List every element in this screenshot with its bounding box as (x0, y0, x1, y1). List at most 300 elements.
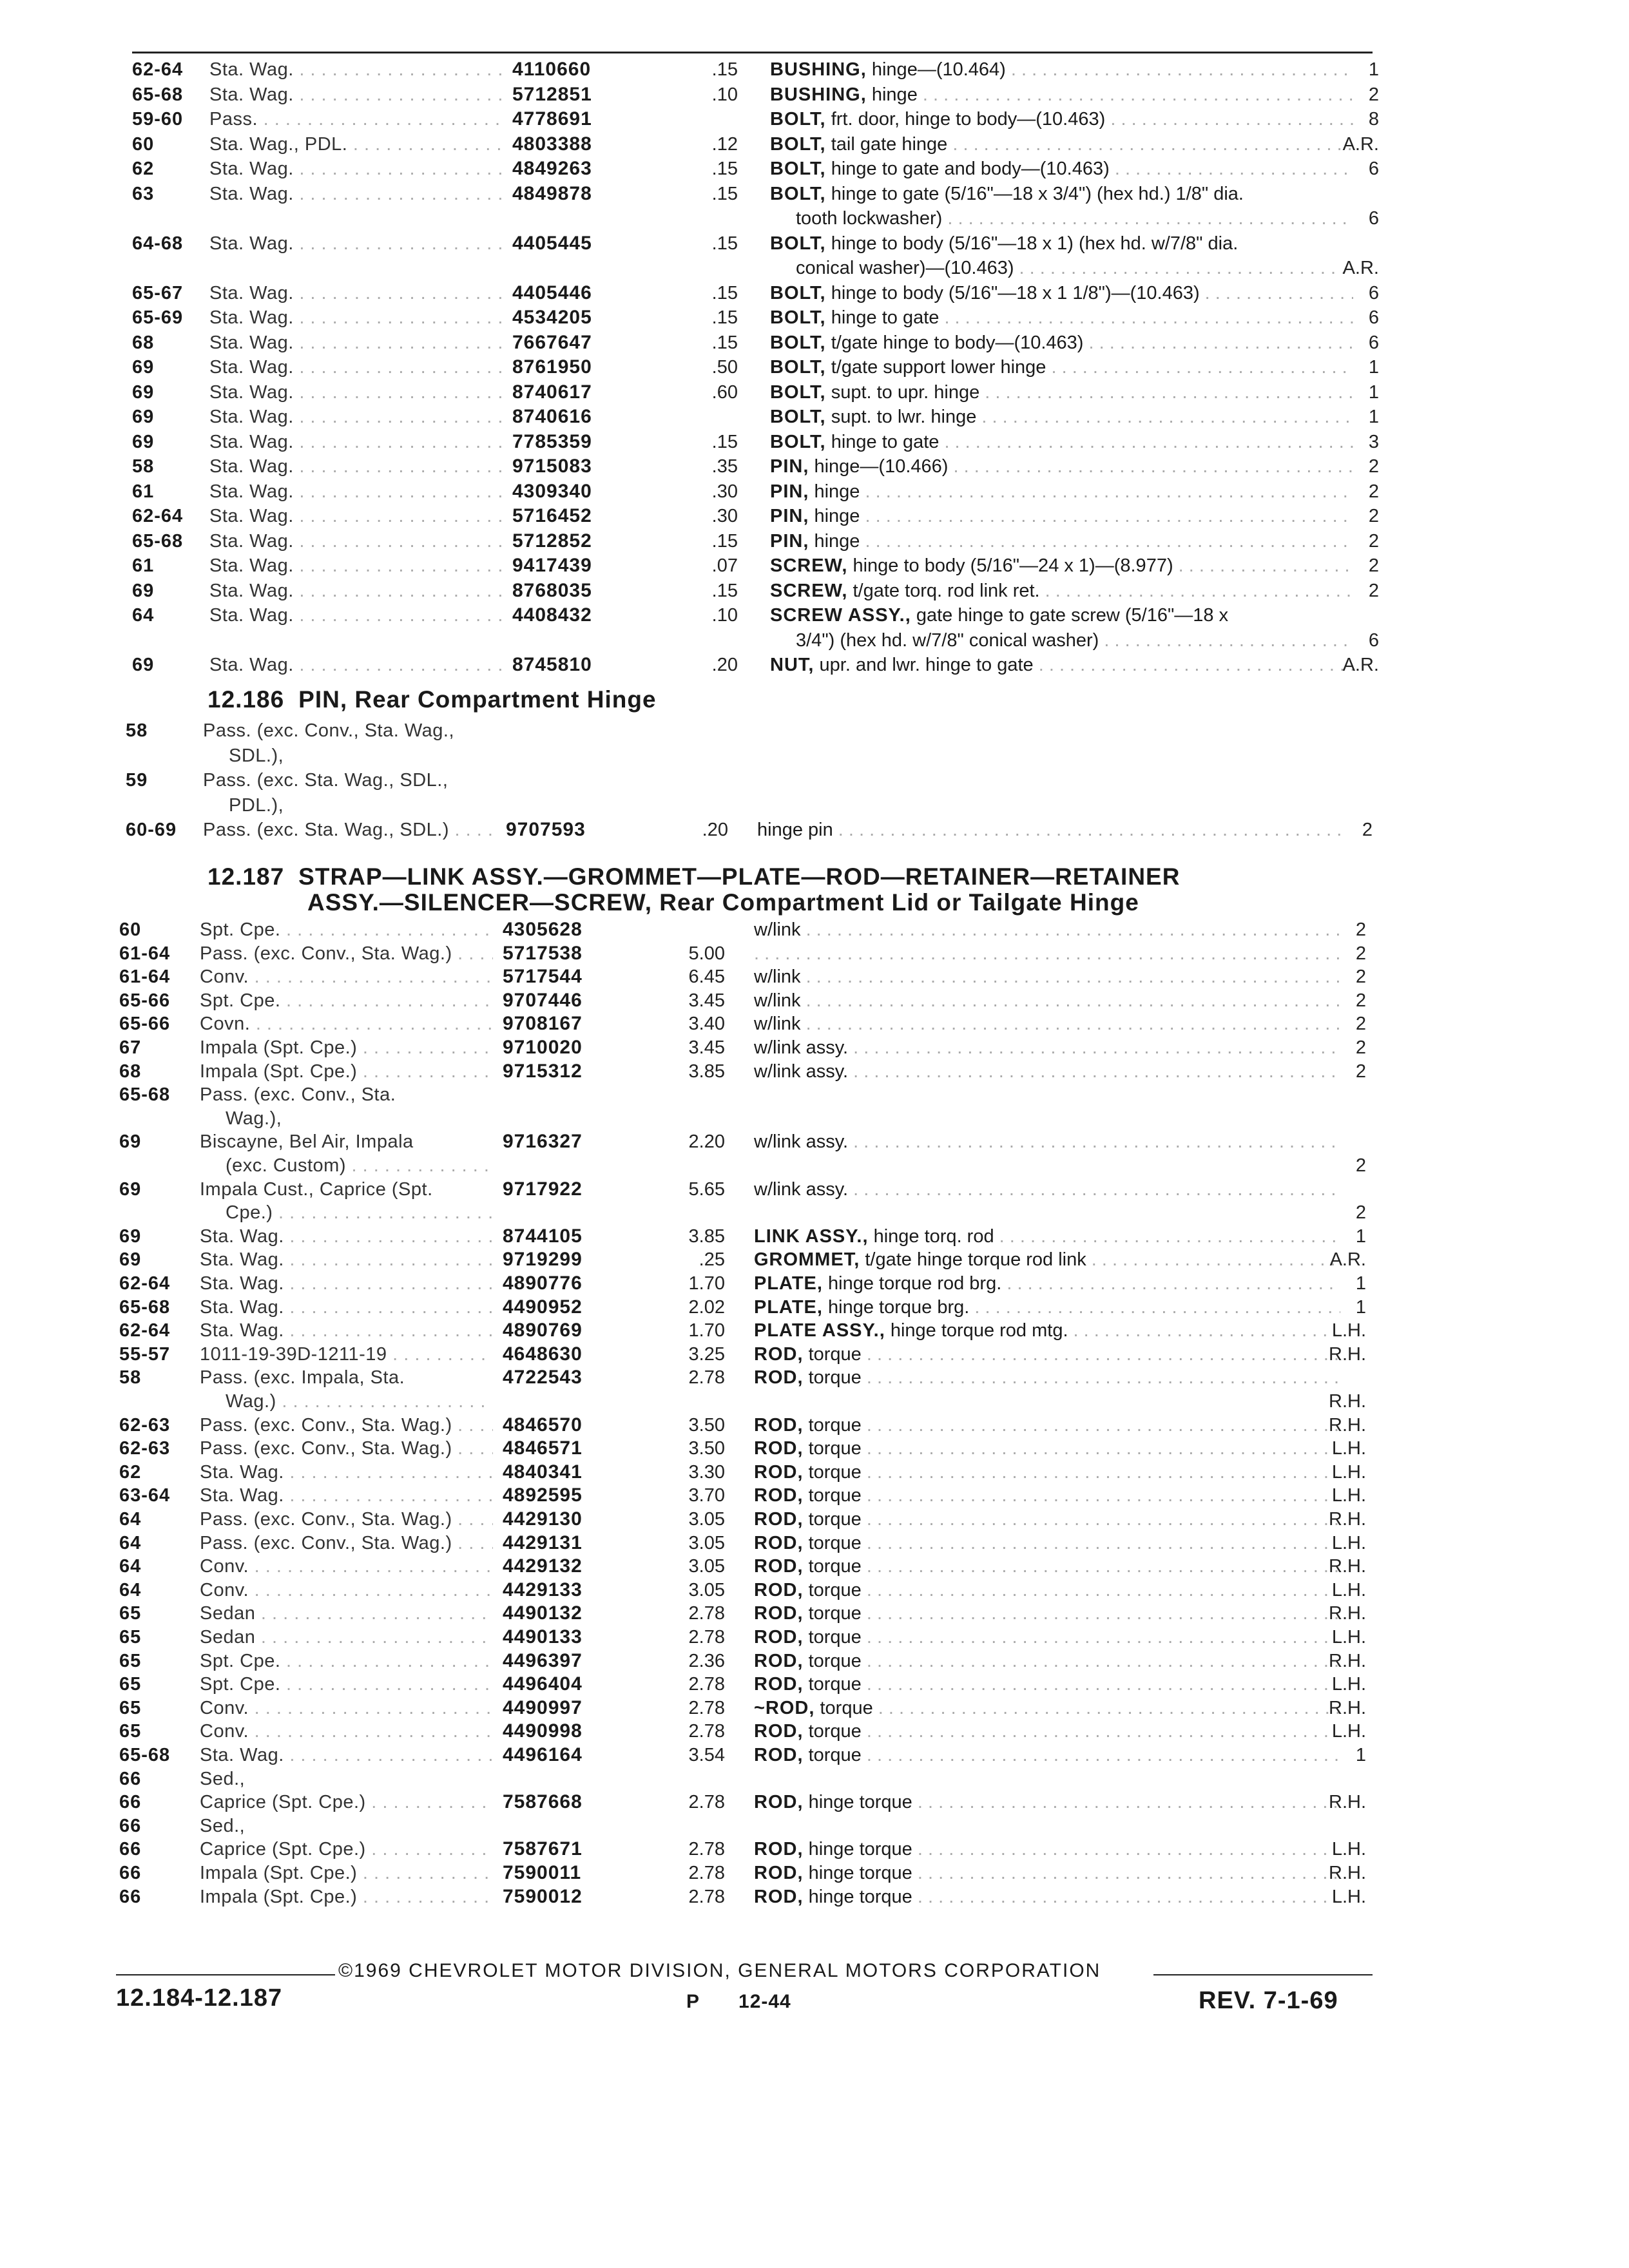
part-description: hinge (814, 530, 860, 552)
list-price: 2.78 (688, 1721, 725, 1742)
table-row (0, 282, 1629, 307)
model: Impala (Spt. Cpe.) . . . (200, 1861, 493, 1885)
page-num: 12-44 (738, 1991, 791, 2012)
part-name: ~ROD, (754, 1697, 815, 1718)
table-row (0, 157, 1629, 183)
model: Sta. Wag. . . . (209, 480, 503, 503)
part-description: hinge torque (808, 1863, 912, 1883)
table-row (0, 1248, 1629, 1274)
model-year: 65 (119, 1627, 142, 1648)
part-description: torque (808, 1509, 862, 1530)
model: Sta. Wag. . . . (209, 405, 503, 428)
description-continued: conical washer)—(10.463) . . . (796, 256, 1353, 280)
quantity: A.R. (1342, 258, 1379, 278)
description (754, 1555, 1340, 1578)
part-name: SCREW, (770, 580, 848, 601)
model-year: 65-68 (119, 1084, 171, 1106)
quantity: L.H. (1331, 1532, 1366, 1553)
part-number: 9717922 (503, 1178, 583, 1200)
part-number: 5717538 (503, 942, 583, 964)
model-year: 65 (119, 1650, 142, 1671)
section-number: 12.186 (207, 686, 285, 713)
part-number: 4429133 (503, 1579, 583, 1600)
quantity: R.H. (1329, 1343, 1366, 1365)
quantity: 2 (1355, 1037, 1366, 1058)
part-description: torque (808, 1627, 862, 1648)
part-number: 7587671 (503, 1838, 583, 1860)
description (754, 1366, 1340, 1389)
table-row (0, 604, 1629, 629)
model: Sta. Wag. . . . (209, 505, 503, 528)
description (754, 1532, 1340, 1555)
model: Sta. Wag. . . . (209, 83, 503, 106)
part-name: SCREW ASSY., (770, 605, 911, 626)
quantity: L.H. (1331, 1485, 1366, 1506)
quantity: 6 (1368, 159, 1379, 179)
section-range: 12.184-12.187 (116, 1984, 283, 2012)
part-description: w/link assy. (754, 1131, 849, 1153)
part-description: torque (808, 1532, 862, 1553)
part-description: hinge to gate (831, 431, 940, 452)
model-year: 58 (132, 456, 155, 477)
description (754, 1130, 1340, 1153)
model: Sta. Wag. . . . (209, 182, 503, 206)
table-row (0, 83, 1629, 109)
model: Pass. (exc. Impala, Sta. (200, 1367, 405, 1389)
model: Pass. (exc. Conv., Sta. Wag.) . . . (200, 1437, 493, 1460)
part-name: ROD, (754, 1603, 804, 1624)
table-row (0, 1461, 1629, 1486)
part-number: 4840341 (503, 1461, 583, 1483)
list-price: 5.65 (688, 1178, 725, 1200)
description (754, 1579, 1340, 1602)
part-description: w/link (754, 919, 801, 940)
part-name: ROD, (754, 1674, 804, 1695)
list-price: 3.54 (688, 1745, 725, 1765)
model: Spt. Cpe. . . . (200, 989, 493, 1012)
description (770, 381, 1353, 404)
quantity: 1 (1355, 1225, 1366, 1247)
table-row (0, 1673, 1629, 1698)
description (770, 133, 1353, 156)
table-row (0, 1319, 1629, 1345)
table-row (0, 1178, 1629, 1204)
part-description: torque (808, 1367, 862, 1389)
part-number: 9708167 (503, 1013, 583, 1035)
model-year: 69 (132, 381, 155, 403)
section-heading-12-187 (207, 863, 1180, 890)
quantity: L.H. (1331, 1674, 1366, 1695)
model-year: 58 (126, 720, 148, 741)
model: Sta. Wag. . . . (200, 1319, 493, 1342)
description (770, 455, 1353, 478)
quantity: R.H. (1329, 1792, 1366, 1813)
model-year: 65 (119, 1721, 142, 1742)
part-number: 4846570 (503, 1414, 583, 1436)
part-name: PLATE ASSY., (754, 1320, 885, 1341)
part-number: 5712851 (512, 83, 592, 105)
part-description: w/link (754, 990, 801, 1011)
part-description: hinge torque rod brg. (828, 1273, 1002, 1294)
model: Conv. . . . (200, 965, 493, 988)
top-rule (132, 52, 1373, 53)
model-year: 65-68 (119, 1745, 171, 1765)
list-price: 3.70 (688, 1485, 725, 1506)
table-row (0, 430, 1629, 456)
model-year: 68 (132, 332, 155, 353)
model-year: 66 (119, 1863, 142, 1883)
description (754, 1414, 1340, 1437)
model-year: 69 (119, 1225, 142, 1247)
quantity: 2 (1362, 820, 1373, 840)
description (770, 530, 1353, 553)
table-row (0, 1602, 1629, 1628)
part-number: 4490997 (503, 1696, 583, 1718)
part-name: SCREW, (770, 555, 848, 576)
part-number: 4429131 (503, 1532, 583, 1553)
quantity: 2 (1355, 1155, 1366, 1176)
part-number: 4778691 (512, 108, 592, 130)
part-name: BOLT, (770, 183, 826, 204)
model: Biscayne, Bel Air, Impala (200, 1131, 414, 1153)
part-description: hinge torque rod mtg. (890, 1320, 1068, 1341)
model-year: 65-68 (132, 530, 184, 552)
part-name: PLATE, (754, 1273, 823, 1294)
model: Sed., (200, 1768, 246, 1789)
table-row (0, 306, 1629, 332)
model: Sta. Wag. . . . (209, 356, 503, 379)
description (770, 356, 1353, 379)
list-price: .20 (702, 820, 728, 840)
model-year: 69 (119, 1178, 142, 1200)
quantity: R.H. (1329, 1509, 1366, 1530)
model-continued: (exc. Custom) . . . (226, 1154, 493, 1177)
model: Pass. (exc. Conv., Sta. Wag., (203, 720, 455, 741)
description (770, 480, 1353, 503)
quantity: 1 (1368, 59, 1379, 80)
quantity: R.H. (1329, 1556, 1366, 1577)
part-description: hinge to gate and body—(10.463) (831, 159, 1110, 179)
table-row (0, 719, 1629, 745)
model-year: 61-64 (119, 966, 171, 988)
part-description: hinge—(10.466) (814, 456, 949, 477)
model: Spt. Cpe. . . . (200, 918, 493, 941)
part-number: 4496404 (503, 1673, 583, 1695)
part-name: ROD, (754, 1745, 804, 1765)
quantity: A.R. (1342, 655, 1379, 675)
quantity: 1 (1355, 1296, 1366, 1318)
part-number: 4648630 (503, 1343, 583, 1365)
description (770, 108, 1353, 131)
section-heading-12-187-line2 (307, 889, 1139, 916)
description (754, 1319, 1340, 1342)
model: Sta. Wag. . . . (209, 554, 503, 577)
part-description: torque (808, 1721, 862, 1742)
part-name: BOLT, (770, 282, 826, 303)
part-description: hinge torque (808, 1839, 912, 1860)
quantity: 2 (1355, 966, 1366, 988)
model: Sta. Wag. . . . (209, 58, 503, 81)
list-price: .35 (711, 456, 738, 477)
model: Pass. (exc. Conv., Sta. Wag.) . . . (200, 942, 493, 965)
part-number: 9710020 (503, 1037, 583, 1058)
table-row (0, 1508, 1629, 1533)
description (770, 405, 1353, 428)
table-row (0, 1437, 1629, 1463)
quantity: 6 (1368, 332, 1379, 353)
list-price: 2.78 (688, 1863, 725, 1883)
part-number: 4846571 (503, 1437, 583, 1459)
model: Sta. Wag. . . . (209, 653, 503, 677)
model-year: 65 (119, 1697, 142, 1718)
part-name: BOLT, (770, 109, 826, 130)
quantity: 2 (1355, 1202, 1366, 1224)
part-number: 4309340 (512, 480, 592, 502)
part-name: ROD, (754, 1461, 804, 1483)
list-price: 3.40 (688, 1014, 725, 1035)
model: Conv. . . . (200, 1696, 493, 1720)
table-row (0, 1484, 1629, 1510)
model: Caprice (Spt. Cpe.) . . . (200, 1838, 493, 1861)
table-row (0, 133, 1629, 159)
model-year: 55-57 (119, 1343, 171, 1365)
part-number: 4722543 (503, 1367, 583, 1389)
model-year: 62-64 (119, 1320, 171, 1341)
description (770, 505, 1353, 528)
model-year: 61-64 (119, 943, 171, 964)
table-row (0, 1791, 1629, 1816)
table-row (0, 182, 1629, 208)
table-row (0, 1885, 1629, 1911)
table-row (0, 1296, 1629, 1321)
quantity: L.H. (1331, 1886, 1366, 1907)
model: Impala (Spt. Cpe.) . . . (200, 1060, 493, 1083)
model-year: 65-68 (119, 1296, 171, 1318)
model: Sed., (200, 1815, 246, 1836)
table-row (0, 1861, 1629, 1887)
part-description: w/link assy. (754, 1178, 849, 1200)
list-price: 2.78 (688, 1367, 725, 1389)
model-continued: Wag.) . . . (226, 1390, 493, 1413)
part-description: hinge torque brg. (828, 1296, 970, 1318)
part-number: 4405446 (512, 282, 592, 303)
part-name: PIN, (770, 456, 809, 477)
model: Sta. Wag. . . . (209, 306, 503, 329)
model: Sedan . . . (200, 1602, 493, 1625)
part-description: gate hinge to gate screw (5/16"—18 x (916, 605, 1229, 626)
model-year: 65-67 (132, 282, 184, 303)
model-year: 62-64 (132, 506, 184, 526)
quantity: 2 (1355, 919, 1366, 940)
table-row (0, 1130, 1629, 1156)
part-number: 9716327 (503, 1131, 583, 1153)
description (754, 1012, 1340, 1035)
part-description: hinge to body (5/16"—18 x 1 1/8")—(10.463) (831, 282, 1200, 303)
part-name: ROD, (754, 1485, 804, 1506)
description (754, 1861, 1340, 1885)
quantity: R.H. (1329, 1414, 1366, 1436)
part-name: GROMMET, (754, 1249, 860, 1271)
model-continued: SDL.), (229, 745, 284, 766)
part-number: 8744105 (503, 1225, 583, 1247)
part-number: 9417439 (512, 555, 592, 576)
model-year: 66 (119, 1886, 142, 1907)
model: Pass. (exc. Conv., Sta. Wag.) . . . (200, 1508, 493, 1531)
table-row (0, 769, 1629, 794)
model: Sedan . . . (200, 1626, 493, 1649)
part-description: hinge to gate (831, 307, 940, 328)
part-description: torque (808, 1650, 862, 1671)
table-row (0, 1626, 1629, 1651)
model-year: 66 (119, 1815, 142, 1836)
model: Sta. Wag. . . . (209, 282, 503, 305)
list-price: 3.85 (688, 1061, 725, 1082)
part-description: torque (808, 1745, 862, 1765)
table-row (0, 942, 1629, 968)
model: Covn. . . . (200, 1012, 493, 1035)
description (770, 232, 1353, 255)
list-price: .60 (711, 381, 738, 403)
list-price: 2.78 (688, 1627, 725, 1648)
list-price: 5.00 (688, 943, 725, 964)
model-year: 60-69 (126, 820, 177, 840)
table-row (0, 653, 1629, 679)
list-price: .30 (711, 506, 738, 526)
footer-rule-right (1153, 1974, 1373, 1975)
list-price: 2.02 (688, 1296, 725, 1318)
quantity: L.H. (1331, 1721, 1366, 1742)
quantity: A.R. (1342, 133, 1379, 155)
table-row (0, 108, 1629, 133)
model-year: 64 (132, 605, 155, 626)
model: Sta. Wag. . . . (200, 1272, 493, 1295)
table-row-continued (0, 1107, 1629, 1133)
description (754, 1508, 1340, 1531)
part-number: 7587668 (503, 1791, 583, 1813)
quantity: 2 (1355, 1061, 1366, 1082)
section-heading-12-186 (207, 686, 657, 713)
model-year: 68 (119, 1061, 142, 1082)
description (770, 579, 1353, 602)
quantity: 1 (1368, 357, 1379, 378)
description (754, 942, 1340, 965)
quantity: 1 (1355, 1273, 1366, 1294)
table-row (0, 1696, 1629, 1722)
table-row (0, 989, 1629, 1015)
quantity: 2 (1355, 990, 1366, 1011)
model: Sta. Wag. . . . (209, 381, 503, 404)
table-row-continued (0, 256, 1629, 282)
list-price: .10 (711, 605, 738, 626)
part-number: 9715312 (503, 1060, 583, 1082)
table-row (0, 1744, 1629, 1769)
quantity: 2 (1368, 555, 1379, 576)
part-description: hinge to body (5/16"—24 x 1)—(8.977) (853, 555, 1173, 576)
model-year: 65-66 (119, 990, 171, 1011)
model: Pass. (exc. Conv., Sta. Wag.) . . . (200, 1532, 493, 1555)
model-year: 59-60 (132, 109, 184, 130)
part-name: BOLT, (770, 133, 826, 155)
part-name: ROD, (754, 1839, 804, 1860)
list-price: .15 (711, 431, 738, 452)
model-year: 69 (132, 655, 155, 675)
part-description: torque (808, 1674, 862, 1695)
model-year: 69 (119, 1131, 142, 1153)
part-description: hinge (814, 506, 860, 526)
model: Pass. (exc. Conv., Sta. Wag.) . . . (200, 1414, 493, 1437)
part-number: 7667647 (512, 331, 592, 353)
copyright-notice: ©1969 CHEVROLET MOTOR DIVISION, GENERAL MOTORS CORPORATION (338, 1960, 1101, 1981)
part-number: 9719299 (503, 1249, 583, 1271)
description (754, 1838, 1340, 1861)
page-number (686, 1991, 791, 2013)
description (754, 1461, 1340, 1484)
description (754, 1720, 1340, 1743)
part-description: t/gate hinge torque rod link (865, 1249, 1086, 1271)
description (754, 1885, 1340, 1908)
model: Pass. (exc. Conv., Sta. (200, 1084, 396, 1106)
description (754, 918, 1340, 941)
part-number: 8740617 (512, 381, 592, 403)
model: Spt. Cpe. . . . (200, 1673, 493, 1696)
model: Sta. Wag., PDL. . . . (209, 133, 503, 156)
table-row (0, 554, 1629, 580)
part-number: 5712852 (512, 530, 592, 552)
part-number: 8761950 (512, 356, 592, 378)
part-name: ROD, (754, 1556, 804, 1577)
table-row (0, 1343, 1629, 1369)
description (770, 331, 1353, 354)
part-name: BOLT, (770, 332, 826, 353)
quantity: R.H. (1329, 1650, 1366, 1671)
model: Sta. Wag. . . . (209, 530, 503, 553)
model-year: 60 (119, 919, 142, 940)
quantity: L.H. (1331, 1579, 1366, 1600)
table-row (0, 58, 1629, 84)
description (754, 1484, 1340, 1507)
part-number: 7590011 (503, 1862, 582, 1883)
model-year: 67 (119, 1037, 142, 1058)
model: Sta. Wag. . . . (209, 455, 503, 478)
quantity: 2 (1368, 530, 1379, 552)
part-name: BOLT, (770, 431, 826, 452)
part-name: BOLT, (770, 407, 826, 427)
table-row-continued (0, 1390, 1629, 1416)
quantity: 1 (1355, 1745, 1366, 1765)
part-description: hinge torque (808, 1886, 912, 1907)
list-price: 2.78 (688, 1839, 725, 1860)
model: Sta. Wag. . . . (200, 1296, 493, 1319)
model: Sta. Wag. . . . (209, 157, 503, 180)
part-name: PIN, (770, 530, 809, 552)
part-description: hinge pin (757, 820, 833, 840)
part-name: BOLT, (770, 233, 826, 254)
quantity: 2 (1368, 481, 1379, 502)
model-year: 58 (119, 1367, 142, 1389)
part-number: 4890776 (503, 1273, 583, 1294)
model: Spt. Cpe. . . . (200, 1649, 493, 1673)
table-row (0, 1720, 1629, 1745)
description (754, 1744, 1340, 1767)
table-row (0, 1414, 1629, 1439)
quantity: 2 (1368, 84, 1379, 105)
model-year: 69 (132, 357, 155, 378)
quantity: L.H. (1331, 1839, 1366, 1860)
part-number: 4490132 (503, 1602, 583, 1624)
table-row-continued (0, 1201, 1629, 1227)
list-price: 3.30 (688, 1461, 725, 1483)
table-row (0, 331, 1629, 357)
